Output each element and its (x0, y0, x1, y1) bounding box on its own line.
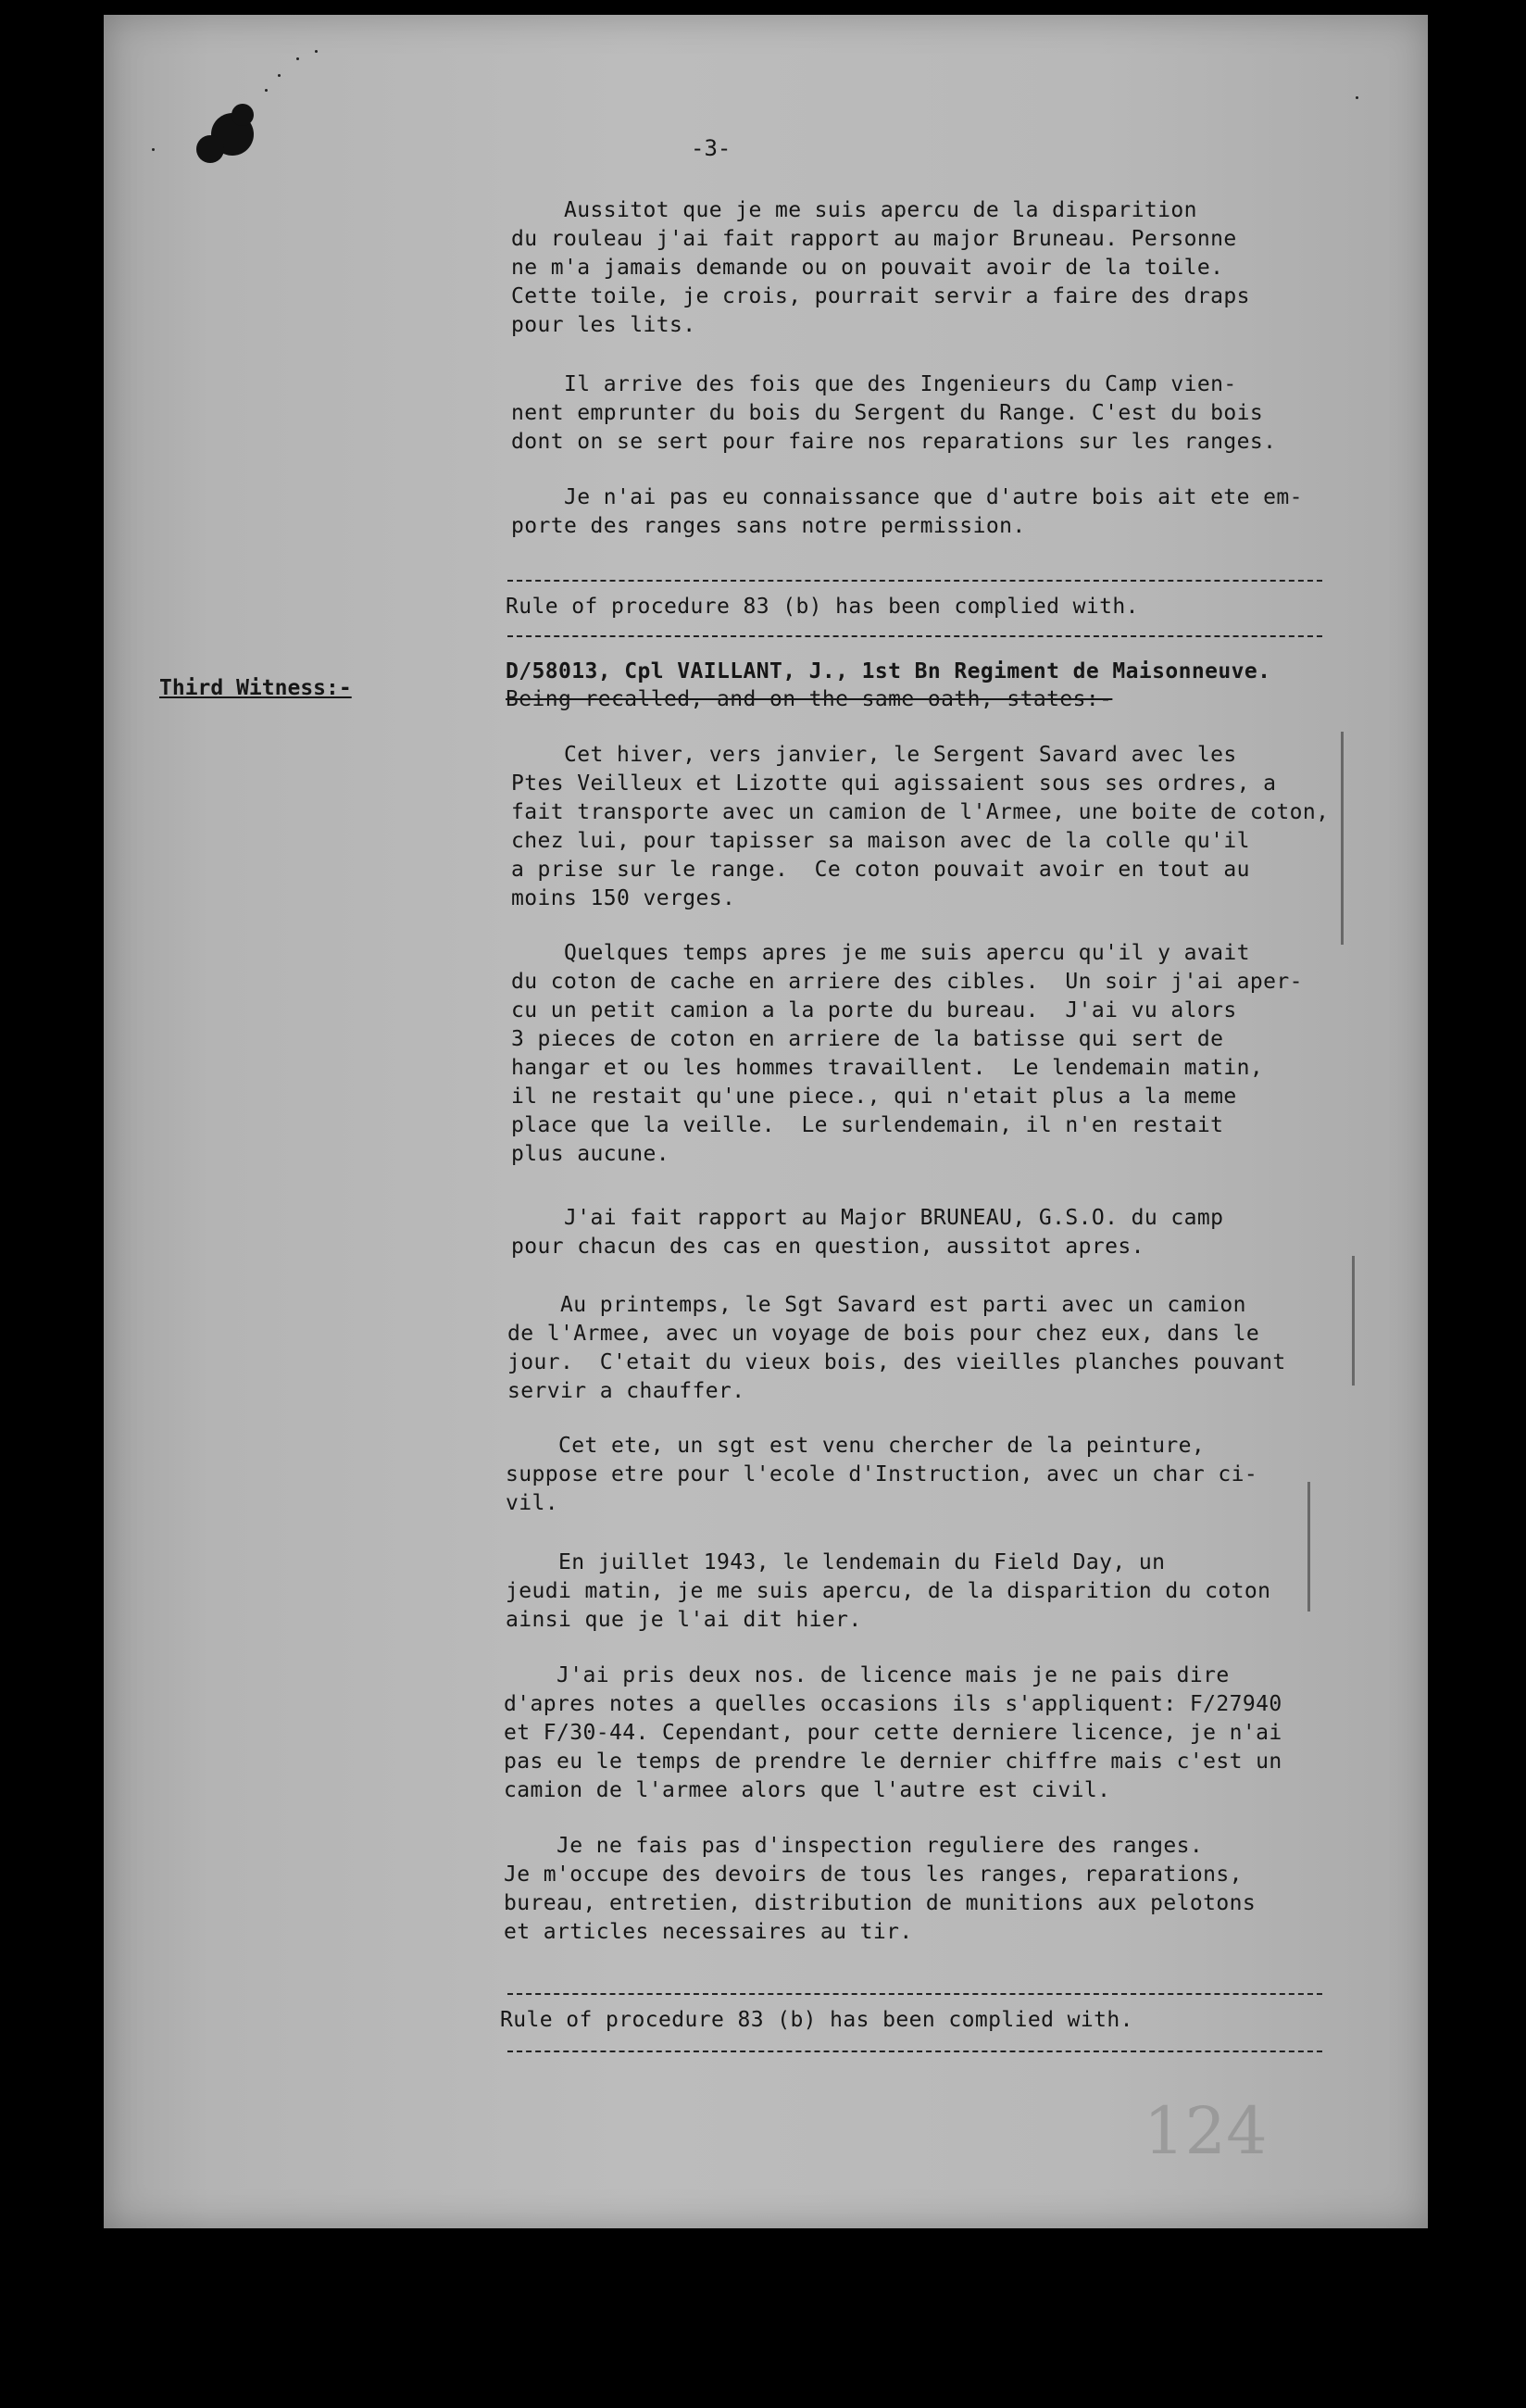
paragraph: J'ai fait rapport au Major BRUNEAU, G.S.O. du camp pour chacun des cas en question, aussitot apres. (511, 1206, 1224, 1259)
paragraph: Au printemps, le Sgt Savard est parti avec un camion de l'Armee, avec un voyage de bois pour chez eux, dans le jour. C'etait du vieux bois, des vieilles planches pouvant servir a chauffer. (507, 1293, 1286, 1403)
pencil-margin-mark (1352, 1256, 1355, 1386)
paragraph: Cet ete, un sgt est venu chercher de la peinture, suppose etre pour l'ecole d'Instruction, avec un char ci- vil. (506, 1434, 1258, 1515)
ink-speck (296, 57, 299, 60)
ink-speck (265, 89, 268, 92)
paragraph: Je ne fais pas d'inspection reguliere des ranges. Je m'occupe des devoirs de tous les ranges, reparations, bureau, entretien, distribution de munitions aux pelotons et articles necessaires au tir. (504, 1834, 1257, 1944)
ink-speck (278, 74, 281, 77)
witness-header: D/58013, Cpl VAILLANT, J., 1st Bn Regiment de Maisonneuve. (506, 659, 1271, 684)
paragraph: Il arrive des fois que des Ingenieurs du Camp vien- nent emprunter du bois du Sergent du Range. C'est du bois dont on se sert pour faire nos reparations sur les ranges. (511, 372, 1277, 454)
ink-stain (196, 135, 224, 163)
dashed-separator (507, 1993, 1322, 1995)
paragraph: Aussitot que je me suis apercu de la disparition du rouleau j'ai fait rapport au major Bruneau. Personne ne m'a jamais demande ou on pouvait avoir de la toile. Cette toile, je crois, pourrait servir a faire des draps pour les lits. (511, 198, 1250, 337)
paragraph: J'ai pris deux nos. de licence mais je ne pais dire d'apres notes a quelles occasions ils s'appliquent: F/27940 et F/30-44. Cependant, pour cette derniere licence, je n'ai pas eu le temps de prendre le dernier chiffre mais c'est un camion de l'armee alors que l'autre est civil. (504, 1663, 1282, 1802)
side-label: Third Witness:- (159, 676, 352, 700)
witness-subheader: Being recalled, and on the same oath, states:- (506, 687, 1113, 711)
paragraph: En juillet 1943, le lendemain du Field Day, un jeudi matin, je me suis apercu, de la disparition du coton ainsi que je l'ai dit hier. (506, 1550, 1271, 1632)
pencil-margin-mark (1307, 1482, 1310, 1612)
paragraph: Quelques temps apres je me suis apercu qu'il y avait du coton de cache en arriere des cibles. Un soir j'ai aper- cu un petit camion a la porte du bureau. J'ai vu alors 3 pieces de coton en arriere de la batisse qui sert de hangar et ou les hommes travaillent. Le lendemain matin, il ne restait qu'une piece., qui n'etait plus a la meme place que la veille. Le surlendemain, il n'en restait plus aucune. (511, 941, 1303, 1166)
handwritten-page-number: 124 (1144, 2093, 1268, 2169)
ink-speck (152, 148, 155, 151)
procedure-note: Rule of procedure 83 (b) has been complied with. (500, 2008, 1133, 2032)
procedure-note: Rule of procedure 83 (b) has been complied with. (506, 595, 1139, 619)
ink-speck (315, 50, 318, 53)
ink-speck (1356, 96, 1358, 99)
paragraph: Cet hiver, vers janvier, le Sergent Savard avec les Ptes Veilleux et Lizotte qui agissaient sous ses ordres, a fait transporte avec un camion de l'Armee, une boite de coton, chez lui, pour tapisser sa maison avec de la colle qu'il a prise sur le range. Ce coton pouvait avoir en tout au moins 150 verges. (511, 743, 1330, 910)
page-number: -3- (691, 135, 732, 161)
pencil-margin-mark (1341, 732, 1344, 945)
dashed-separator (507, 580, 1322, 582)
paragraph: Je n'ai pas eu connaissance que d'autre bois ait ete em- porte des ranges sans notre permission. (511, 485, 1303, 538)
dashed-separator (507, 635, 1322, 637)
ink-stain (231, 104, 254, 126)
dashed-separator (507, 2051, 1322, 2052)
